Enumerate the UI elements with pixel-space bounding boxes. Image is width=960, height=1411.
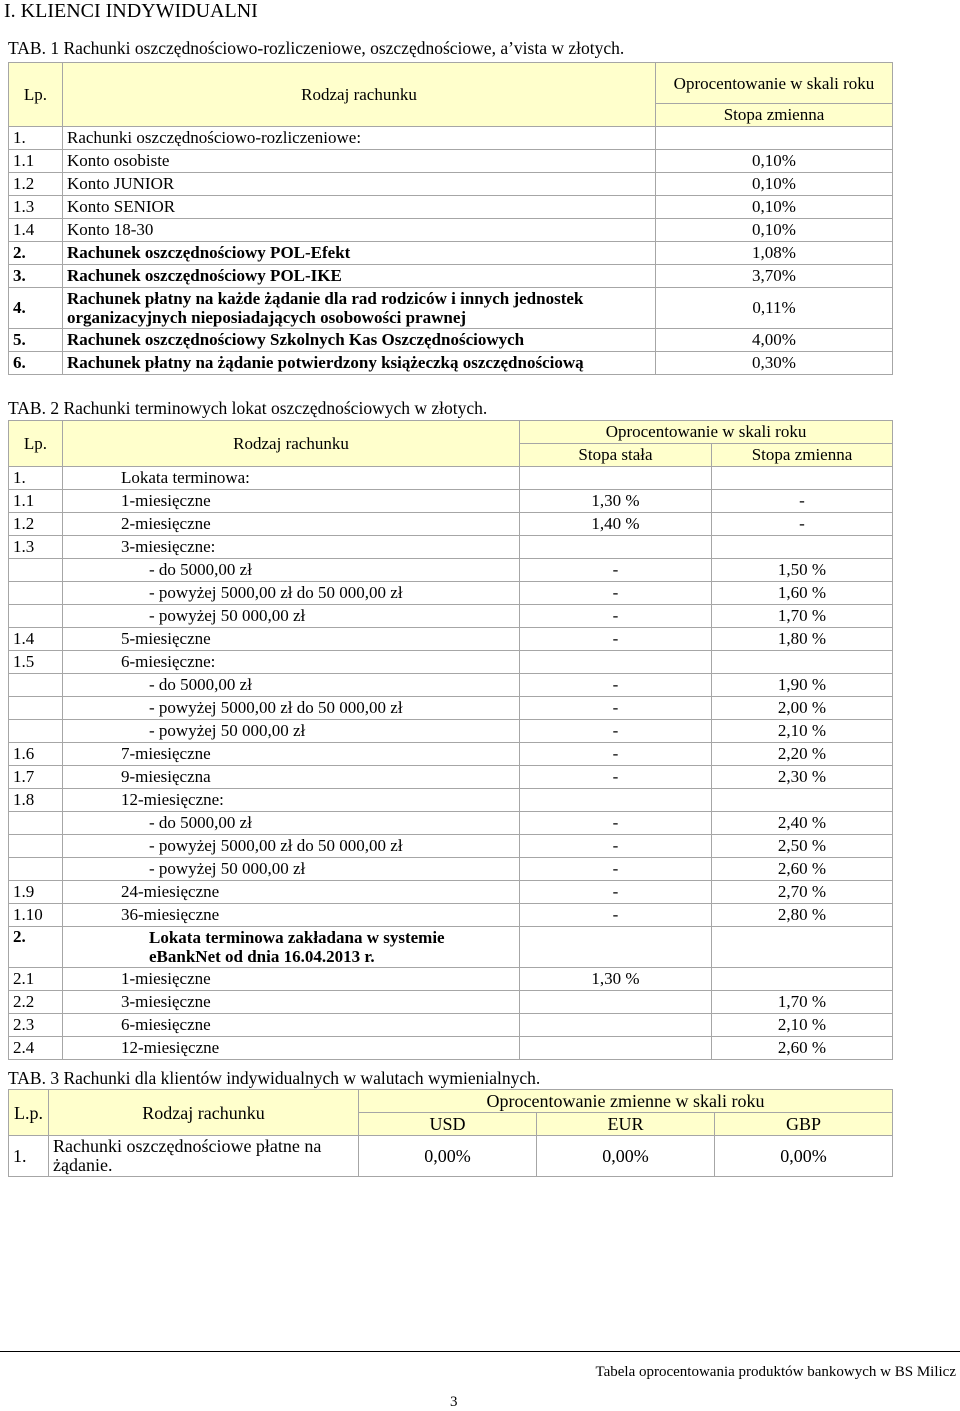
tab2-cell-variable: 2,50 %: [712, 835, 893, 858]
tab2-cell-name: 2-miesięczne: [63, 513, 520, 536]
tab3-row-usd: 0,00%: [359, 1136, 537, 1177]
tab2-cell-fixed: [520, 991, 712, 1014]
tab2-row: [9, 536, 893, 559]
tab2-cell-variable: -: [712, 490, 893, 513]
tab2-row: [9, 697, 893, 720]
tab2-cell-lp: [9, 697, 63, 720]
tab2-cell-variable: 2,10 %: [712, 1014, 893, 1037]
tab2-cell-variable: -: [712, 513, 893, 536]
tab1-cell-lp: 1.4: [9, 219, 63, 242]
tab2-cell-fixed: 1,30 %: [520, 490, 712, 513]
tab2-table: [8, 420, 893, 1060]
tab2-cell-lp: 2.2: [9, 991, 63, 1014]
tab2-cell-variable: [712, 467, 893, 490]
tab2-cell-fixed: -: [520, 559, 712, 582]
tab2-cell-fixed: -: [520, 766, 712, 789]
tab2-cell-variable: 1,50 %: [712, 559, 893, 582]
tab2-row: [9, 1037, 893, 1060]
tab3-row-gbp: 0,00%: [715, 1136, 893, 1177]
tab2-cell-name: - do 5000,00 zł: [63, 812, 520, 835]
tab2-cell-lp: [9, 582, 63, 605]
tab2-cell-name: - do 5000,00 zł: [63, 559, 520, 582]
tab2-cell-fixed: -: [520, 674, 712, 697]
tab2-cell-fixed: [520, 651, 712, 674]
tab2-row: [9, 881, 893, 904]
tab1-row: [9, 219, 893, 242]
tab1-cell-name: Konto 18-30: [63, 219, 656, 242]
tab1-cell-rate: 0,10%: [656, 173, 893, 196]
tab2-cell-fixed: [520, 789, 712, 812]
tab2-cell-fixed: -: [520, 812, 712, 835]
tab2-cell-name: 12-miesięczne: [63, 1037, 520, 1060]
tab2-row: [9, 927, 893, 968]
tab2-cell-variable: 2,40 %: [712, 812, 893, 835]
tab1-cell-name: Rachunki oszczędnościowo-rozliczeniowe:: [63, 127, 656, 150]
tab2-cell-lp: [9, 720, 63, 743]
tab2-cell-lp: 1.10: [9, 904, 63, 927]
tab1-cell-rate: 0,10%: [656, 219, 893, 242]
tab1-cell-lp: 3.: [9, 265, 63, 288]
tab2-cell-variable: 2,30 %: [712, 766, 893, 789]
tab2-row: [9, 720, 893, 743]
tab3-row-lp: 1.: [9, 1136, 49, 1177]
tab2-cell-fixed: -: [520, 720, 712, 743]
tab2-cell-fixed: -: [520, 605, 712, 628]
tab2-cell-lp: 1.4: [9, 628, 63, 651]
tab2-cell-lp: 1.1: [9, 490, 63, 513]
tab2-cell-name: 3-miesięczne: [63, 991, 520, 1014]
tab2-head-zmienna: Stopa zmienna: [712, 444, 893, 467]
tab1-cell-lp: 1.: [9, 127, 63, 150]
tab1-cell-name: Rachunek płatny na każde żądanie dla rad rodziców i innych jednostek organizacyjnych nieposiadających osobowości prawnej: [63, 288, 656, 329]
tab2-cell-name: 12-miesięczne:: [63, 789, 520, 812]
tab2-row: [9, 789, 893, 812]
tab2-cell-name: 1-miesięczne: [63, 490, 520, 513]
tab2-row: [9, 605, 893, 628]
tab3-head-lp: L.p.: [9, 1090, 49, 1136]
tab1-cell-name: Konto SENIOR: [63, 196, 656, 219]
tab1-cell-name: Rachunek płatny na żądanie potwierdzony książeczką oszczędnościową: [63, 352, 656, 375]
tab1-row: [9, 150, 893, 173]
tab2-cell-lp: 1.3: [9, 536, 63, 559]
tab2-cell-name: - powyżej 5000,00 zł do 50 000,00 zł: [63, 835, 520, 858]
tab3-head-eur: EUR: [537, 1113, 715, 1136]
tab2-cell-lp: 1.7: [9, 766, 63, 789]
tab2-row: [9, 490, 893, 513]
tab2-cell-fixed: -: [520, 628, 712, 651]
tab2-row: [9, 812, 893, 835]
tab2-cell-lp: [9, 812, 63, 835]
tab2-row: [9, 559, 893, 582]
tab2-cell-fixed: [520, 1037, 712, 1060]
tab1-cell-lp: 1.3: [9, 196, 63, 219]
tab1-cell-rate: 0,30%: [656, 352, 893, 375]
tab1-cell-lp: 6.: [9, 352, 63, 375]
tab2-cell-fixed: 1,30 %: [520, 968, 712, 991]
footer-divider: [0, 1351, 960, 1352]
tab1-cell-rate: 0,10%: [656, 196, 893, 219]
tab2-cell-fixed: -: [520, 697, 712, 720]
tab2-cell-fixed: 1,40 %: [520, 513, 712, 536]
tab2-row: [9, 674, 893, 697]
tab2-row: [9, 582, 893, 605]
tab1-cell-name: Rachunek oszczędnościowy Szkolnych Kas Oszczędnościowych: [63, 329, 656, 352]
tab2-cell-name: 24-miesięczne: [63, 881, 520, 904]
tab2-head-lp: Lp.: [9, 421, 63, 467]
tab3-row-eur: 0,00%: [537, 1136, 715, 1177]
tab2-row: [9, 1014, 893, 1037]
tab2-row: [9, 968, 893, 991]
tab2-cell-lp: 1.8: [9, 789, 63, 812]
tab2-cell-fixed: -: [520, 835, 712, 858]
tab2-cell-variable: 1,80 %: [712, 628, 893, 651]
tab3-caption: TAB. 3 Rachunki dla klientów indywidualnych w walutach wymienialnych.: [8, 1068, 541, 1088]
tab2-cell-variable: 1,70 %: [712, 991, 893, 1014]
tab1-caption: TAB. 1 Rachunki oszczędnościowo-rozliczeniowe, oszczędnościowe, a’vista w złotych.: [8, 38, 625, 58]
tab1-cell-rate: [656, 127, 893, 150]
tab3-table: [8, 1089, 893, 1177]
tab1-row: [9, 173, 893, 196]
section-title: I. KLIENCI INDYWIDUALNI: [4, 0, 258, 22]
tab2-cell-lp: [9, 835, 63, 858]
tab2-cell-lp: 2.: [9, 927, 63, 968]
tab2-cell-variable: 1,60 %: [712, 582, 893, 605]
tab2-cell-lp: [9, 605, 63, 628]
tab2-cell-name: 7-miesięczne: [63, 743, 520, 766]
tab2-cell-variable: 2,60 %: [712, 1037, 893, 1060]
tab2-cell-lp: [9, 858, 63, 881]
tab2-cell-name: Lokata terminowa zakładana w systemie eBankNet od dnia 16.04.2013 r.: [63, 927, 520, 968]
tab2-row: [9, 743, 893, 766]
tab1-row: [9, 242, 893, 265]
tab2-cell-fixed: [520, 536, 712, 559]
tab2-cell-variable: 2,20 %: [712, 743, 893, 766]
tab1-table: [8, 62, 893, 375]
tab2-cell-lp: 2.3: [9, 1014, 63, 1037]
tab2-cell-lp: 1.2: [9, 513, 63, 536]
tab2-cell-variable: 2,60 %: [712, 858, 893, 881]
tab2-cell-lp: 2.1: [9, 968, 63, 991]
tab2-cell-lp: 1.6: [9, 743, 63, 766]
tab2-cell-name: 3-miesięczne:: [63, 536, 520, 559]
tab2-cell-variable: [712, 968, 893, 991]
tab2-cell-variable: [712, 927, 893, 968]
tab2-cell-name: - do 5000,00 zł: [63, 674, 520, 697]
tab2-cell-name: - powyżej 5000,00 zł do 50 000,00 zł: [63, 582, 520, 605]
tab2-cell-variable: 1,90 %: [712, 674, 893, 697]
tab2-cell-name: 6-miesięczne: [63, 1014, 520, 1037]
tab2-cell-variable: 2,00 %: [712, 697, 893, 720]
page-number: 3: [450, 1394, 458, 1410]
tab3-row-name: Rachunki oszczędnościowe płatne na żądanie.: [49, 1136, 359, 1177]
tab2-caption: TAB. 2 Rachunki terminowych lokat oszczędnościowych w złotych.: [8, 398, 488, 418]
tab3-head-gbp: GBP: [715, 1113, 893, 1136]
tab2-cell-fixed: [520, 467, 712, 490]
tab2-cell-name: - powyżej 5000,00 zł do 50 000,00 zł: [63, 697, 520, 720]
tab2-cell-name: 6-miesięczne:: [63, 651, 520, 674]
tab2-row: [9, 858, 893, 881]
tab2-cell-name: - powyżej 50 000,00 zł: [63, 605, 520, 628]
tab2-cell-variable: 2,70 %: [712, 881, 893, 904]
tab1-cell-name: Konto osobiste: [63, 150, 656, 173]
tab1-cell-lp: 5.: [9, 329, 63, 352]
tab1-row: [9, 196, 893, 219]
footer-text: Tabela oprocentowania produktów bankowych w BS Milicz: [595, 1364, 956, 1380]
tab1-cell-rate: 0,10%: [656, 150, 893, 173]
tab2-cell-lp: 1.5: [9, 651, 63, 674]
tab2-cell-lp: 1.9: [9, 881, 63, 904]
tab2-cell-variable: 2,10 %: [712, 720, 893, 743]
tab1-cell-name: Rachunek oszczędnościowy POL-Efekt: [63, 242, 656, 265]
tab2-cell-fixed: -: [520, 881, 712, 904]
tab1-cell-rate: 1,08%: [656, 242, 893, 265]
tab2-row: [9, 904, 893, 927]
tab2-cell-fixed: -: [520, 582, 712, 605]
tab3-head-usd: USD: [359, 1113, 537, 1136]
tab2-cell-variable: [712, 536, 893, 559]
tab2-cell-name: Lokata terminowa:: [63, 467, 520, 490]
tab3-head-rodzaj: Rodzaj rachunku: [49, 1090, 359, 1136]
tab2-cell-name: 5-miesięczne: [63, 628, 520, 651]
tab1-head-stopa: Stopa zmienna: [656, 104, 893, 127]
tab2-cell-variable: [712, 651, 893, 674]
tab2-cell-lp: 1.: [9, 467, 63, 490]
tab2-cell-fixed: -: [520, 858, 712, 881]
tab3-head-oproc: Oprocentowanie zmienne w skali roku: [359, 1090, 893, 1113]
tab1-row: [9, 288, 893, 329]
tab2-cell-name: - powyżej 50 000,00 zł: [63, 858, 520, 881]
tab2-cell-name: 9-miesięczna: [63, 766, 520, 789]
tab2-head-rodzaj: Rodzaj rachunku: [63, 421, 520, 467]
tab2-cell-fixed: [520, 927, 712, 968]
tab2-cell-fixed: -: [520, 904, 712, 927]
tab2-row: [9, 766, 893, 789]
tab2-row: [9, 835, 893, 858]
tab3-row: [9, 1136, 893, 1177]
tab2-row: [9, 991, 893, 1014]
tab2-cell-fixed: -: [520, 743, 712, 766]
tab1-row: [9, 329, 893, 352]
tab2-cell-fixed: [520, 1014, 712, 1037]
tab2-cell-name: 36-miesięczne: [63, 904, 520, 927]
tab2-cell-variable: [712, 789, 893, 812]
tab2-row: [9, 467, 893, 490]
tab1-row: [9, 127, 893, 150]
tab2-cell-lp: [9, 674, 63, 697]
tab2-row: [9, 513, 893, 536]
tab2-cell-variable: 1,70 %: [712, 605, 893, 628]
tab1-head-rodzaj: Rodzaj rachunku: [63, 63, 656, 127]
tab1-cell-name: Rachunek oszczędnościowy POL-IKE: [63, 265, 656, 288]
tab2-row: [9, 628, 893, 651]
tab1-cell-lp: 4.: [9, 288, 63, 329]
tab1-head-lp: Lp.: [9, 63, 63, 127]
tab1-cell-rate: 4,00%: [656, 329, 893, 352]
tab1-cell-lp: 2.: [9, 242, 63, 265]
tab1-cell-name: Konto JUNIOR: [63, 173, 656, 196]
tab2-cell-name: - powyżej 50 000,00 zł: [63, 720, 520, 743]
tab1-row: [9, 352, 893, 375]
tab2-cell-variable: 2,80 %: [712, 904, 893, 927]
tab1-cell-rate: 0,11%: [656, 288, 893, 329]
tab2-head-stala: Stopa stała: [520, 444, 712, 467]
tab2-cell-lp: [9, 559, 63, 582]
tab2-row: [9, 651, 893, 674]
tab2-cell-lp: 2.4: [9, 1037, 63, 1060]
tab1-row: [9, 265, 893, 288]
tab1-cell-rate: 3,70%: [656, 265, 893, 288]
tab2-head-oproc: Oprocentowanie w skali roku: [520, 421, 893, 444]
tab1-cell-lp: 1.1: [9, 150, 63, 173]
tab1-head-oproc: Oprocentowanie w skali roku: [656, 63, 893, 104]
tab2-cell-name: 1-miesięczne: [63, 968, 520, 991]
tab1-cell-lp: 1.2: [9, 173, 63, 196]
